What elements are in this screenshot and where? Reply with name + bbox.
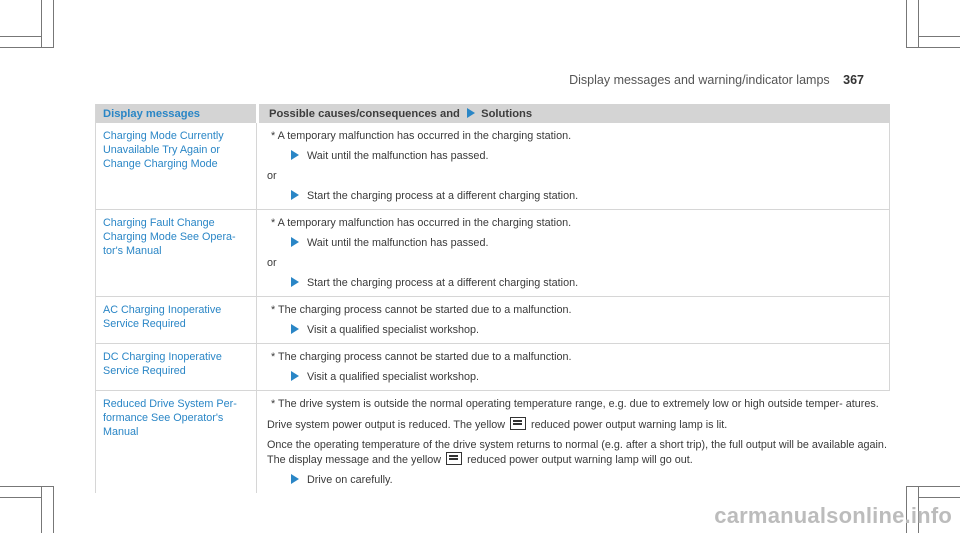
action-step — [267, 189, 889, 203]
header-solutions-label: Solutions — [481, 108, 533, 120]
crop-mark — [0, 497, 42, 498]
cause-detail-text: reduced power output warning lamp will go out. — [467, 454, 693, 466]
cause-note: * A temporary malfunction has occurred in the charging station. — [271, 217, 572, 229]
table-row — [95, 391, 890, 493]
table-row — [95, 297, 890, 344]
action-step-text: Visit a qualified specialist workshop. — [307, 371, 480, 383]
crop-mark — [906, 486, 960, 487]
crop-mark — [906, 0, 907, 48]
crop-mark — [906, 47, 960, 48]
causes-solutions — [256, 344, 890, 390]
action-step-text: Wait until the malfunction has passed. — [307, 150, 489, 162]
cause-note: * The charging process cannot be started due to a malfunction. — [271, 351, 572, 363]
blue-triangle-arrow-icon — [291, 324, 299, 334]
cause-note: * A temporary malfunction has occurred in the charging station. — [271, 130, 572, 142]
action-step-text: Wait until the malfunction has passed. — [307, 237, 489, 249]
action-step-text: Start the charging process at a different charging station. — [307, 190, 579, 202]
crop-mark — [41, 0, 42, 48]
crop-mark — [918, 497, 960, 498]
reduced-power-warning-lamp-icon — [510, 417, 526, 430]
blue-triangle-arrow-icon — [291, 371, 299, 381]
blue-triangle-arrow-icon — [291, 150, 299, 160]
table-row — [95, 123, 890, 210]
table-header — [95, 104, 890, 123]
cause-detail-text: Once the operating temperature of the drive system returns to normal (e.g. after a short trip), the full output will be available again. The display message and the yellow — [267, 439, 887, 466]
header-causes-solutions — [256, 104, 890, 123]
cause-note: * The charging process cannot be started due to a malfunction. — [271, 304, 572, 316]
running-header-title: Display messages and warning/indicator lamps — [569, 73, 830, 87]
blue-triangle-arrow-icon — [291, 237, 299, 247]
or-label: or — [267, 170, 277, 182]
cause-detail — [267, 438, 890, 467]
blue-triangle-arrow-icon — [291, 474, 299, 484]
crop-mark — [918, 0, 919, 48]
action-step-text: Visit a qualified specialist workshop. — [307, 324, 480, 336]
display-message: Charging Fault Change Charging Mode See Opera- tor's Manual — [95, 210, 256, 296]
action-step — [267, 370, 889, 384]
action-step — [267, 149, 889, 163]
page-number: 367 — [843, 73, 864, 87]
causes-solutions — [256, 123, 890, 209]
cause-note: * The drive system is outside the normal operating temperature range, e.g. due to extremely low or high outside temper- atures. — [271, 398, 879, 410]
or-label: or — [267, 257, 277, 269]
running-header — [569, 73, 864, 87]
cause-detail — [267, 417, 890, 432]
blue-triangle-arrow-icon — [291, 190, 299, 200]
display-message: DC Charging Inoperative Service Required — [95, 344, 256, 390]
action-step — [267, 473, 890, 487]
reduced-power-warning-lamp-icon — [446, 452, 462, 465]
action-step — [267, 323, 889, 337]
crop-mark — [0, 47, 54, 48]
causes-solutions — [256, 210, 890, 296]
action-step — [267, 276, 889, 290]
display-message: AC Charging Inoperative Service Required — [95, 297, 256, 343]
blue-triangle-arrow-icon — [467, 108, 475, 118]
crop-mark — [918, 36, 960, 37]
causes-solutions — [256, 391, 890, 493]
display-message: Reduced Drive System Per- formance See Operator's Manual — [95, 391, 256, 493]
cause-detail-text: Drive system power output is reduced. The yellow — [267, 419, 506, 431]
causes-solutions — [256, 297, 890, 343]
crop-mark — [41, 486, 42, 533]
watermark: carmanualsonline.info — [714, 503, 952, 528]
header-display-messages: Display messages — [95, 104, 256, 123]
display-messages-table — [95, 104, 890, 486]
crop-mark — [53, 0, 54, 48]
action-step-text: Drive on carefully. — [307, 474, 393, 486]
crop-mark — [0, 36, 42, 37]
action-step-text: Start the charging process at a different charging station. — [307, 277, 579, 289]
blue-triangle-arrow-icon — [291, 277, 299, 287]
display-message: Charging Mode Currently Unavailable Try Again or Change Charging Mode — [95, 123, 256, 209]
crop-mark — [0, 486, 54, 487]
table-row — [95, 210, 890, 297]
cause-detail-text: reduced power output warning lamp is lit. — [531, 419, 728, 431]
crop-mark — [53, 486, 54, 533]
action-step — [267, 236, 889, 250]
table-row — [95, 344, 890, 391]
header-causes-label: Possible causes/consequences and — [269, 108, 460, 120]
